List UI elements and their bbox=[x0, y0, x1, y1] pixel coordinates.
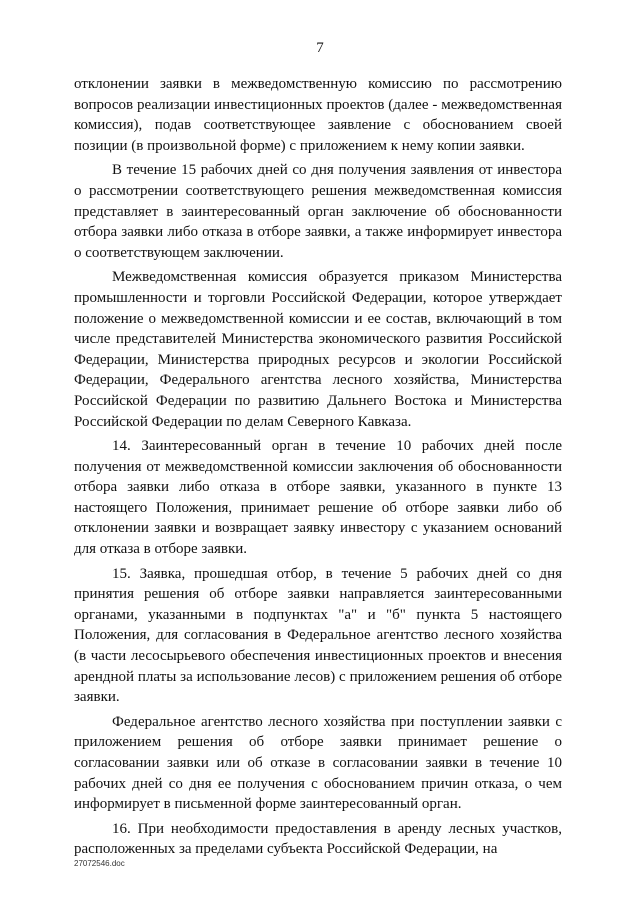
paragraph-continuation: отклонении заявки в межведомственную комиссию по рассмотрению вопросов реализации инвестиционных проектов (далее - межведомственная комиссия), подав соответствующее заявление с обоснованием своей позиции (в произвольной форме) с приложением к нему копии заявки. bbox=[74, 76, 562, 154]
paragraph: Межведомственная комиссия образуется приказом Министерства промышленности и торговли Российской Федерации, которое утверждает положение о межведомственной комиссии и ее состав, включающий в том числе представителей Министерства экономического развития Российской Федерации, Министерства природных ресурсов и экологии Российской Федерации, Федерального агентства лесного хозяйства, Министерства Российской Федерации по развитию Дальнего Востока и Министерства Российской Федерации по делам Северного Кавказа. bbox=[74, 269, 562, 430]
paragraph-item-15: 15. Заявка, прошедшая отбор, в течение 5 рабочих дней со дня принятия решения об отборе заявки направляется заинтересованными органами, указанными в подпунктах "а" и "б" пункта 5 настоящего Положения, для согласования в Федеральное агентство лесного хозяйства (в части лесосырьевого обеспечения инвестиционных проектов и внесения арендной платы за использование лесов) с приложением решения об отборе заявки. bbox=[74, 565, 562, 706]
document-body bbox=[74, 74, 562, 864]
file-name-footer: 27072546.doc bbox=[74, 859, 125, 868]
paragraph: В течение 15 рабочих дней со дня получения заявления от инвестора о рассмотрении соответствующего решения межведомственная комиссия представляет в заинтересованный орган заключение об обоснованности отбора заявки либо отказа в отборе заявки, а также информирует инвестора о соответствующем заключении. bbox=[74, 162, 562, 261]
paragraph-item-16: 16. При необходимости предоставления в аренду лесных участков, расположенных за пределами субъекта Российской Федерации, на bbox=[74, 820, 562, 858]
paragraph: Федеральное агентство лесного хозяйства при поступлении заявки с приложением решения об отборе заявки принимает решение о согласовании заявки или об отказе в согласовании заявки в течение 10 рабочих дней со дня ее получения с обоснованием причин отказа, о чем информирует в письменной форме заинтересованный орган. bbox=[74, 713, 562, 813]
page-number: 7 bbox=[316, 40, 324, 56]
paragraph-item-14: 14. Заинтересованный орган в течение 10 рабочих дней после получения от межведомственной комиссии заключения об обоснованности отбора заявки либо отказа в отборе заявки, указанного в пункте 13 настоящего Положения, принимает решение об отборе заявки либо об отклонении заявки и возвращает заявку инвестору с указанием оснований для отказа в отборе заявки. bbox=[74, 438, 562, 558]
